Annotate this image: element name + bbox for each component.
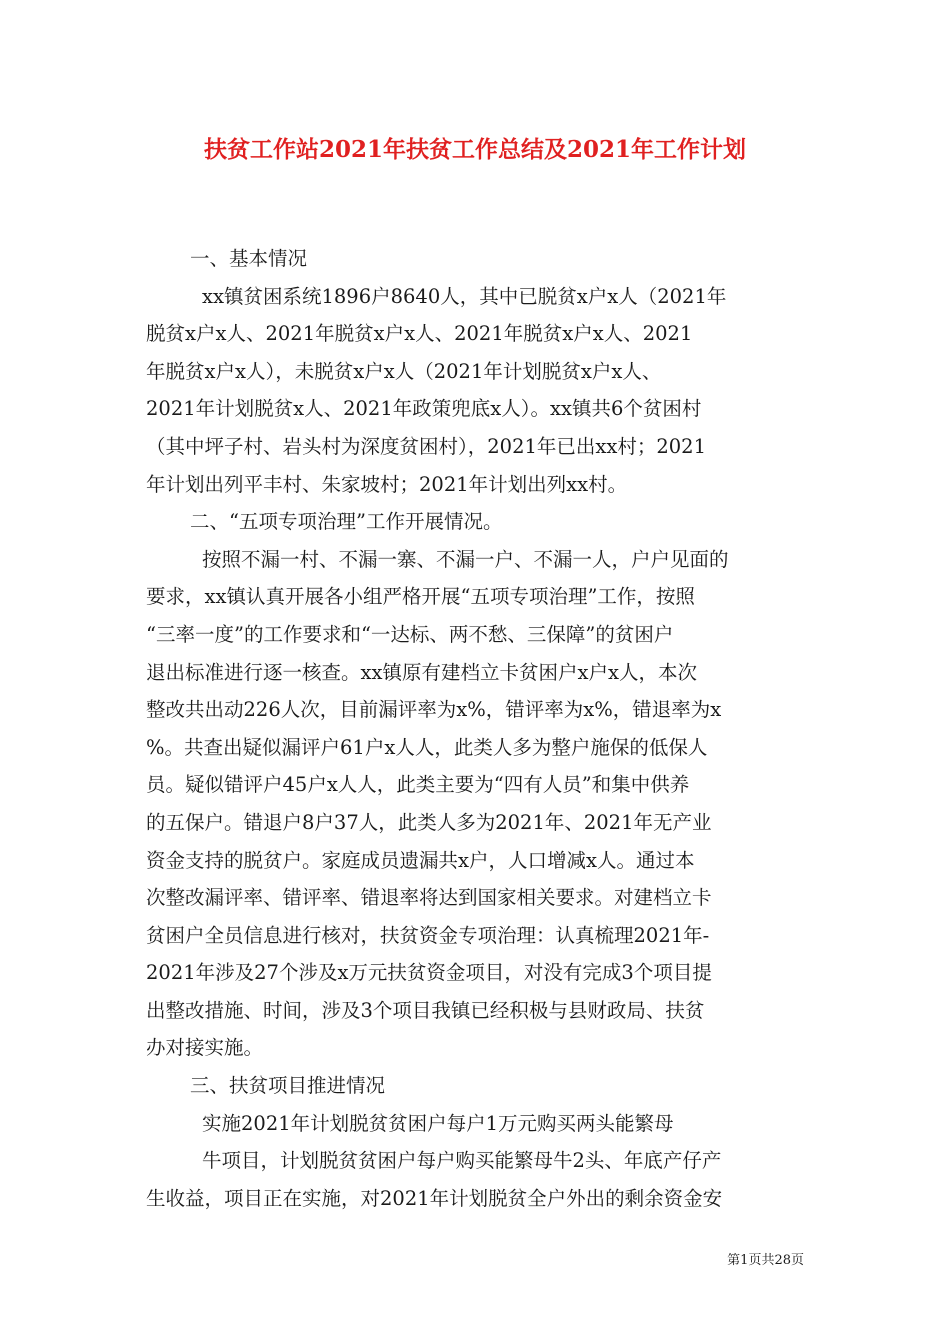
- paragraph-line: 年计划出列平丰村、朱家坡村；2021年计划出列xx村。: [146, 472, 628, 496]
- page-number: 第1页共28页: [727, 1253, 804, 1268]
- paragraph-line: 贫困户全员信息进行核对，扶贫资金专项治理：认真梳理2021年-: [146, 923, 710, 947]
- paragraph-line: 出整改措施、时间，涉及3个项目我镇已经积极与县财政局、扶贫: [146, 998, 705, 1022]
- paragraph-line: “三率一度”的工作要求和“一达标、两不愁、三保障”的贫困户: [146, 622, 674, 646]
- paragraph-line: 2021年计划脱贫x人、2021年政策兜底x人）。xx镇共6个贫困村: [146, 397, 702, 421]
- section-heading: 一、基本情况: [190, 247, 308, 270]
- paragraph-line: 2021年涉及27个涉及x万元扶贫资金项目，对没有完成3个项目提: [146, 961, 712, 985]
- section-heading: 二、“五项专项治理”工作开展情况。: [190, 510, 503, 534]
- paragraph-line: 年脱贫x户x人），未脱贫x户x人（2021年计划脱贫x户x人、: [146, 359, 662, 383]
- paragraph-line: 生收益，项目正在实施，对2021年计划脱贫全户外出的剩余资金安: [146, 1186, 723, 1210]
- section-heading: 三、扶贫项目推进情况: [190, 1074, 386, 1098]
- paragraph-line: xx镇贫困系统1896户8640人，其中已脱贫x户x人（2021年: [202, 284, 727, 308]
- paragraph-line: 实施2021年计划脱贫贫困户每户1万元购买两头能繁母: [202, 1111, 674, 1135]
- paragraph-line: 脱贫x户x人、2021年脱贫x户x人、2021年脱贫x户x人、2021: [146, 322, 693, 346]
- paragraph-line: 的五保户。错退户8户37人，此类人多为2021年、2021年无产业: [146, 810, 712, 834]
- paragraph-line: 要求，xx镇认真开展各小组严格开展“五项专项治理”工作，按照: [146, 585, 695, 609]
- paragraph-line: 按照不漏一村、不漏一寨、不漏一户、不漏一人，户户见面的: [202, 547, 729, 571]
- paragraph-line: 员。疑似错评户45户x人人，此类主要为“四有人员”和集中供养: [146, 773, 690, 797]
- paragraph-line: 次整改漏评率、错评率、错退率将达到国家相关要求。对建档立卡: [146, 886, 712, 910]
- paragraph-line: %。共查出疑似漏评户61户x人人，此类人多为整户施保的低保人: [146, 735, 708, 759]
- document-title: 扶贫工作站2021年扶贫工作总结及2021年工作计划: [203, 136, 747, 163]
- document-body: [146, 240, 826, 1217]
- paragraph-line: 退出标准进行逐一核查。xx镇原有建档立卡贫困户x户x人，本次: [146, 660, 697, 684]
- paragraph-line: 整改共出动226人次，目前漏评率为x%，错评率为x%，错退率为x: [146, 698, 722, 722]
- paragraph-line: 资金支持的脱贫户。家庭成员遗漏共x户，人口增减x人。通过本: [146, 848, 695, 872]
- paragraph-line: （其中坪子村、岩头村为深度贫困村），2021年已出xx村；2021: [146, 434, 706, 458]
- paragraph-line: 牛项目，计划脱贫贫困户每户购买能繁母牛2头、年底产仔产: [202, 1149, 722, 1173]
- paragraph-line: 办对接实施。: [146, 1036, 264, 1060]
